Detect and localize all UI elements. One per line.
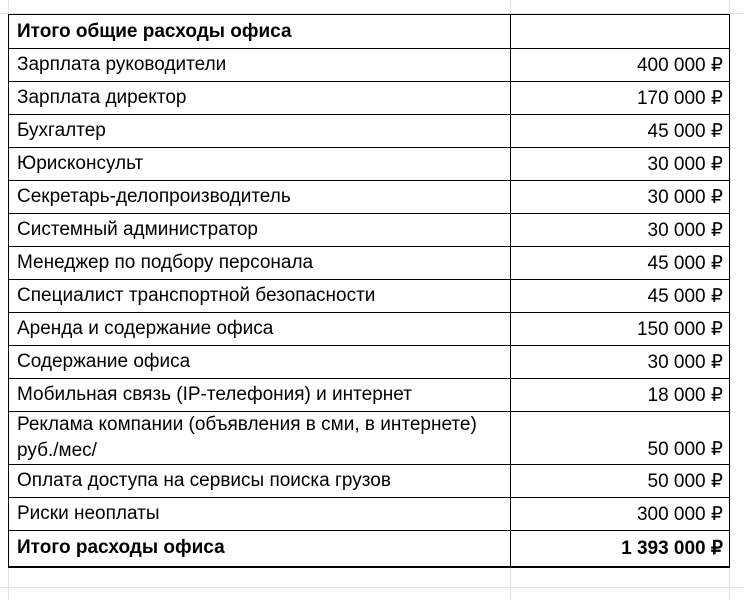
table-row — [9, 181, 730, 214]
table-row — [9, 115, 730, 148]
cell-value[interactable]: 50 000 ₽ — [511, 412, 730, 465]
cell-label[interactable]: Мобильная связь (IP-телефония) и интернет — [9, 379, 511, 412]
cell-value[interactable]: 30 000 ₽ — [511, 181, 730, 214]
table-row — [9, 313, 730, 346]
table-row — [9, 465, 730, 498]
cell-label[interactable]: Секретарь-делопроизводитель — [9, 181, 511, 214]
cell-label[interactable]: Содержание офиса — [9, 346, 511, 379]
cell-value[interactable]: 150 000 ₽ — [511, 313, 730, 346]
cell-value[interactable]: 400 000 ₽ — [511, 49, 730, 82]
cell-header-value[interactable] — [511, 15, 730, 49]
table-row — [9, 49, 730, 82]
cell-label[interactable]: Аренда и содержание офиса — [9, 313, 511, 346]
cell-label[interactable]: Специалист транспортной безопасности — [9, 280, 511, 313]
cell-value[interactable]: 170 000 ₽ — [511, 82, 730, 115]
cell-label[interactable]: Риски неоплаты — [9, 498, 511, 531]
table-row — [9, 280, 730, 313]
cell-label[interactable]: Зарплата руководители — [9, 49, 511, 82]
cell-value[interactable]: 45 000 ₽ — [511, 115, 730, 148]
table-header-row — [9, 15, 730, 49]
cell-label[interactable]: Зарплата директор — [9, 82, 511, 115]
cell-value[interactable]: 50 000 ₽ — [511, 465, 730, 498]
cell-value[interactable]: 300 000 ₽ — [511, 498, 730, 531]
table-row — [9, 214, 730, 247]
cell-header-label[interactable]: Итого общие расходы офиса — [9, 15, 511, 49]
table-total-row — [9, 531, 730, 567]
table-row — [9, 498, 730, 531]
cell-value[interactable]: 45 000 ₽ — [511, 247, 730, 280]
cell-label[interactable]: Оплата доступа на сервисы поиска грузов — [9, 465, 511, 498]
table-row — [9, 148, 730, 181]
cell-label[interactable]: Менеджер по подбору персонала — [9, 247, 511, 280]
cell-label[interactable]: Юрисконсульт — [9, 148, 511, 181]
cell-total-label[interactable]: Итого расходы офиса — [9, 531, 511, 567]
table-row — [9, 412, 730, 465]
cell-value[interactable]: 30 000 ₽ — [511, 346, 730, 379]
cell-label[interactable]: Бухгалтер — [9, 115, 511, 148]
table-row — [9, 379, 730, 412]
cell-total-value[interactable]: 1 393 000 ₽ — [511, 531, 730, 567]
cell-value[interactable]: 30 000 ₽ — [511, 214, 730, 247]
table-row — [9, 82, 730, 115]
table-row — [9, 346, 730, 379]
cell-label[interactable]: Системный администратор — [9, 214, 511, 247]
table-row — [9, 247, 730, 280]
cell-value[interactable]: 30 000 ₽ — [511, 148, 730, 181]
cell-value[interactable]: 18 000 ₽ — [511, 379, 730, 412]
expenses-table — [8, 14, 730, 568]
cell-label[interactable]: Реклама компании (объявления в сми, в интернете) руб./мес/ — [9, 412, 511, 465]
cell-value[interactable]: 45 000 ₽ — [511, 280, 730, 313]
